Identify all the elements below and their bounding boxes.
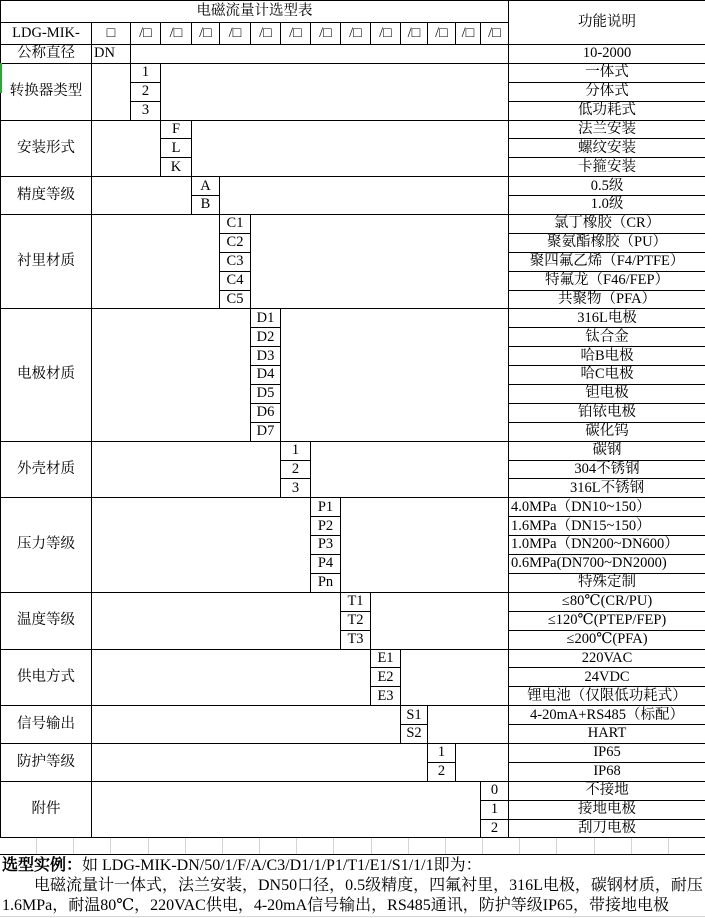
desc-cell: 4-20mA+RS485（标配） [509,706,705,725]
code-box-slash: /□ [428,23,456,45]
desc-cell: 法兰安装 [509,120,705,139]
code-cell: K [161,158,192,177]
spacer-cell [92,649,371,706]
table-row [1,63,705,82]
empty-grid-cell [297,838,334,854]
spacer-cell [341,498,509,592]
section-label: 衬里材质 [1,215,92,309]
desc-cell: 0.5级 [509,177,705,196]
empty-grid-cell [446,838,483,854]
code-cell: Pn [311,573,341,592]
empty-grid-cell [149,838,186,854]
desc-cell: 碳钢 [509,441,705,460]
desc-cell: 哈C电极 [509,366,705,385]
desc-cell: IP65 [509,743,705,762]
empty-grid-cell [74,838,111,854]
code-box-slash: /□ [281,23,311,45]
code-cell: 2 [131,82,161,101]
spacer-cell [371,592,509,649]
desc-cell: 10-2000 [509,45,705,64]
code-cell: 2 [428,762,456,781]
spacer-cell [92,592,341,649]
code-cell: T3 [341,630,371,649]
model-prefix: LDG-MIK- [1,23,92,45]
desc-cell: 钽电极 [509,385,705,404]
code-box-slash: /□ [311,23,341,45]
table-row [1,441,705,460]
desc-cell: 316L不锈钢 [509,479,705,498]
code-cell: T2 [341,611,371,630]
example-heading-bold: 选型实例： [2,857,82,874]
code-cell: P2 [311,517,341,536]
empty-grid-cell [557,838,594,854]
desc-cell: 碳化钨 [509,422,705,441]
desc-cell: 铂铱电极 [509,403,705,422]
code-box-slash: /□ [341,23,371,45]
code-cell: E1 [371,649,401,668]
desc-cell: 24VDC [509,668,705,687]
example-heading-rest: 如 LDG-MIK-DN/50/1/F/A/C3/D1/1/P1/T1/E1/S1/1/1即为： [82,857,482,874]
code-cell: 2 [481,819,509,838]
code-box-slash: /□ [456,23,481,45]
table-row [1,592,705,611]
desc-cell: 锂电池（仅限低功耗式） [509,687,705,706]
section-label: 防护等级 [1,743,92,781]
spacer-cell [220,177,509,215]
empty-grid-cell [520,838,557,854]
empty-grid-cell [669,838,705,854]
spacer-cell [131,45,509,64]
desc-cell: 卡箍安装 [509,158,705,177]
code-cell: 0 [481,781,509,800]
code-cell: 3 [131,101,161,120]
code-cell: E2 [371,668,401,687]
desc-cell: 特氟龙（F46/FEP） [509,271,705,290]
code-cell: D5 [251,385,281,404]
code-cell: C3 [220,252,251,271]
code-cell: 1 [428,743,456,762]
spacer-cell [92,498,311,592]
spacer-cell [92,781,481,838]
empty-spreadsheet-row [0,838,705,855]
desc-cell: ≤120℃(PTEP/FEP) [509,611,705,630]
code-cell: F [161,120,192,139]
section-label: 安装形式 [1,120,92,177]
spacer-cell [161,63,509,120]
section-label: 温度等级 [1,592,92,649]
empty-grid-cell [0,838,37,854]
desc-cell: 低功耗式 [509,101,705,120]
spacer-cell [281,309,509,441]
code-cell: P3 [311,536,341,555]
spacer-cell [92,63,131,120]
table-row [1,215,705,234]
empty-grid-cell [632,838,669,854]
desc-cell: 1.0MPa（DN200~DN600） [509,536,705,555]
desc-cell: 1.6MPa（DN15~150） [509,517,705,536]
table-row [1,309,705,328]
code-cell: 1 [281,441,311,460]
spacer-cell [311,441,509,498]
desc-cell: 0.6MPa(DN700~DN2000) [509,555,705,574]
table-row [1,706,705,725]
desc-cell: 220VAC [509,649,705,668]
spacer-cell [92,743,428,781]
empty-grid-cell [111,838,148,854]
code-box-slash: /□ [161,23,192,45]
empty-grid-cell [186,838,223,854]
green-edge-artifact [0,63,2,93]
code-cell: D6 [251,403,281,422]
code-cell: C2 [220,233,251,252]
desc-cell: 共聚物（PFA） [509,290,705,309]
spacer-cell [92,441,281,498]
desc-cell: ≤200℃(PFA) [509,630,705,649]
spacer-cell [428,706,509,744]
code-cell: P1 [311,498,341,517]
desc-cell: 接地电极 [509,800,705,819]
empty-grid-cell [483,838,520,854]
desc-cell: ≤80℃(CR/PU) [509,592,705,611]
code-box-first: □ [92,23,131,45]
empty-grid-cell [260,838,297,854]
empty-grid-cell [334,838,371,854]
code-cell: D1 [251,309,281,328]
desc-cell: HART [509,725,705,744]
code-cell: D3 [251,347,281,366]
empty-grid-cell [595,838,632,854]
spacer-cell [92,706,401,744]
desc-cell: 316L电极 [509,309,705,328]
code-cell: D2 [251,328,281,347]
code-box-slash: /□ [481,23,509,45]
desc-cell: 聚四氟乙烯（F4/PTFE） [509,252,705,271]
code-box-slash: /□ [220,23,251,45]
code-cell: S2 [401,725,428,744]
desc-cell: 一体式 [509,63,705,82]
desc-cell: 不接地 [509,781,705,800]
code-cell: A [192,177,220,196]
section-label: 外壳材质 [1,441,92,498]
code-cell: C4 [220,271,251,290]
function-column-header: 功能说明 [509,1,705,45]
empty-grid-cell [223,838,260,854]
spacer-cell [192,120,509,177]
code-cell: P4 [311,555,341,574]
code-cell: C5 [220,290,251,309]
table-row [1,120,705,139]
table-row [1,177,705,196]
desc-cell: 哈B电极 [509,347,705,366]
table-row [1,743,705,762]
section-label: 公称直径 [1,45,92,64]
table-row [1,498,705,517]
table-row [1,45,705,64]
desc-cell: 分体式 [509,82,705,101]
table-row [1,649,705,668]
section-label: 信号输出 [1,706,92,744]
desc-cell: 聚氨酯橡胶（PU） [509,233,705,252]
spacer-cell [251,215,509,309]
table-title: 电磁流量计选型表 [1,1,509,23]
desc-cell: 钛合金 [509,328,705,347]
empty-grid-cell [372,838,409,854]
table-row [1,781,705,800]
code-cell: S1 [401,706,428,725]
code-cell: 1 [481,800,509,819]
code-box-slash: /□ [131,23,161,45]
code-cell: D4 [251,366,281,385]
desc-cell: 刮刀电极 [509,819,705,838]
desc-cell: 氯丁橡胶（CR） [509,215,705,234]
code-cell: B [192,196,220,215]
code-box-slash: /□ [371,23,401,45]
desc-cell: 螺纹安装 [509,139,705,158]
code-box-slash: /□ [251,23,281,45]
section-label: 转换器类型 [1,63,92,120]
code-cell: 1 [131,63,161,82]
code-box-slash: /□ [192,23,220,45]
empty-grid-cell [37,838,74,854]
section-label: 附件 [1,781,92,838]
code-box-slash: /□ [401,23,428,45]
code-cell: D7 [251,422,281,441]
code-cell: L [161,139,192,158]
spacer-cell [456,743,509,781]
example-body: 电磁流量计一体式，法兰安装，DN50口径，0.5级精度，四氟衬里，316L电极，碳钢材质，耐压1.6MPa，耐温80℃，220VAC供电，4-20mA信号输出，RS485通讯，防护等级IP65，带接地电极 [2,876,703,916]
code-cell: E3 [371,687,401,706]
desc-cell: 特殊定制 [509,573,705,592]
section-label: 压力等级 [1,498,92,592]
desc-cell: 1.0级 [509,196,705,215]
spacer-cell [92,309,251,441]
code-cell: DN [92,45,131,64]
section-label: 电极材质 [1,309,92,441]
code-cell: T1 [341,592,371,611]
code-cell: 3 [281,479,311,498]
empty-grid-cell [409,838,446,854]
code-cell: C1 [220,215,251,234]
code-cell: 2 [281,460,311,479]
section-label: 供电方式 [1,649,92,706]
selection-example [0,855,705,916]
spacer-cell [92,120,161,177]
spacer-cell [92,215,220,309]
example-heading [2,856,703,876]
spacer-cell [401,649,509,706]
spacer-cell [92,177,192,215]
section-label: 精度等级 [1,177,92,215]
desc-cell: 304不锈钢 [509,460,705,479]
desc-cell: IP68 [509,762,705,781]
desc-cell: 4.0MPa（DN10~150） [509,498,705,517]
